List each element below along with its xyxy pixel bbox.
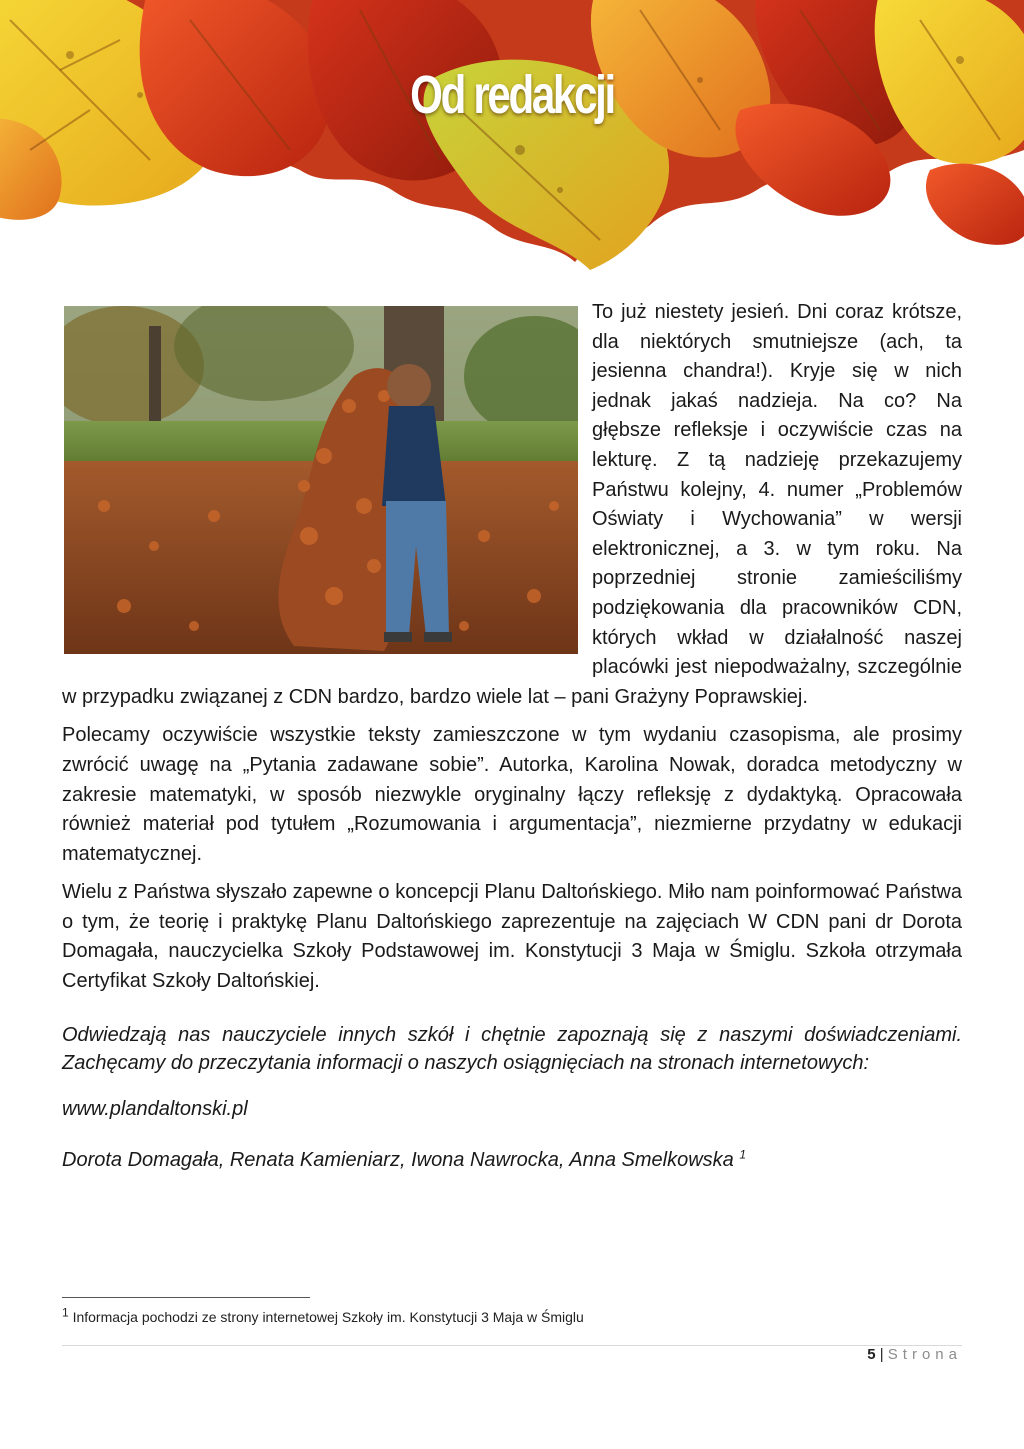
paragraph-recommendation: Polecamy oczywiście wszystkie teksty zamieszczone w tym wydaniu czasopisma, ale prosimy zwrócić uwagę na „Pytania zadawane sobie”. Autorka, Karolina Nowak, doradca metodyczny w zakresie matematyki, w sposób niezwykle oryginalny łączy refleksję z dydaktyką. Opracowała również materiał pod tytułem „Rozumowania i argumentacja”, niezmierne przydatny w edukacji matematycznej.	[62, 724, 962, 865]
photo-illustration	[64, 306, 578, 654]
footnote	[62, 1305, 584, 1325]
footnote-reference[interactable]: 1	[739, 1147, 747, 1162]
page-label: Strona	[887, 1346, 962, 1363]
page-number-footer	[867, 1346, 962, 1363]
footnote-marker: 1	[62, 1305, 69, 1320]
paragraph-invitation: Odwiedzają nas nauczyciele innych szkół i chętnie zapoznają się z naszymi doświadczeniami. Zachęcamy do przeczytania informacji o naszych osiągnięciach na stronach internetowych:	[62, 1023, 962, 1074]
paragraph-dalton-plan: Wielu z Państwa słyszało zapewne o koncepcji Planu Daltońskiego. Miło nam poinformować Państwa o tym, że teorię i praktykę Planu Daltońskiego zaprezentuje na zajęciach W CDN pani dr Dorota Domagała, nauczycielka Szkoły Podstawowej im. Konstytucji 3 Maja w Śmiglu. Szkoła otrzymała Certyfikat Szkoły Daltońskiej.	[62, 881, 962, 993]
footer-separator: |	[879, 1346, 884, 1363]
child-leaves-photo	[64, 306, 578, 654]
footnote-separator	[62, 1297, 310, 1298]
website-link[interactable]: www.plandaltonski.pl	[62, 1097, 248, 1120]
authors-names: Dorota Domagała, Renata Kamieniarz, Iwona Nawrocka, Anna Smelkowska	[62, 1149, 734, 1172]
page-number: 5	[867, 1346, 876, 1363]
article-body	[62, 298, 962, 1185]
footnote-text: Informacja pochodzi ze strony internetowej Szkoły im. Konstytucji 3 Maja w Śmiglu	[72, 1309, 584, 1325]
autumn-leaves-banner	[0, 0, 1024, 290]
paragraph-intro: To już niestety jesień. Dni coraz krótsze, dla niektórych smutniejsze (ach, ta jesienna chandra!). Kryje się w nich jednak jakaś nadzieja. Na co? Na głębsze refleksje i oczywiście czas na lekturę. Z tą nadzieję przekazujemy Państwu kolejny, 4. numer „Problemów Oświaty i Wychowania” w wersji elektronicznej, a 3. w tym roku. Na poprzedniej stronie zamieściliśmy podziękowania dla pracowników CDN, których wkład w działalność naszej placówki jest niepodważalny, szczególnie w przypadku związanej z CDN bardzo, bardzo wiele lat – pani Grażyny Poprawskiej.	[62, 301, 962, 708]
autumn-leaves-header	[0, 0, 1024, 290]
footer-rule	[62, 1345, 962, 1346]
authors-line	[62, 1146, 962, 1176]
page-title: Od redakcji	[410, 65, 614, 125]
